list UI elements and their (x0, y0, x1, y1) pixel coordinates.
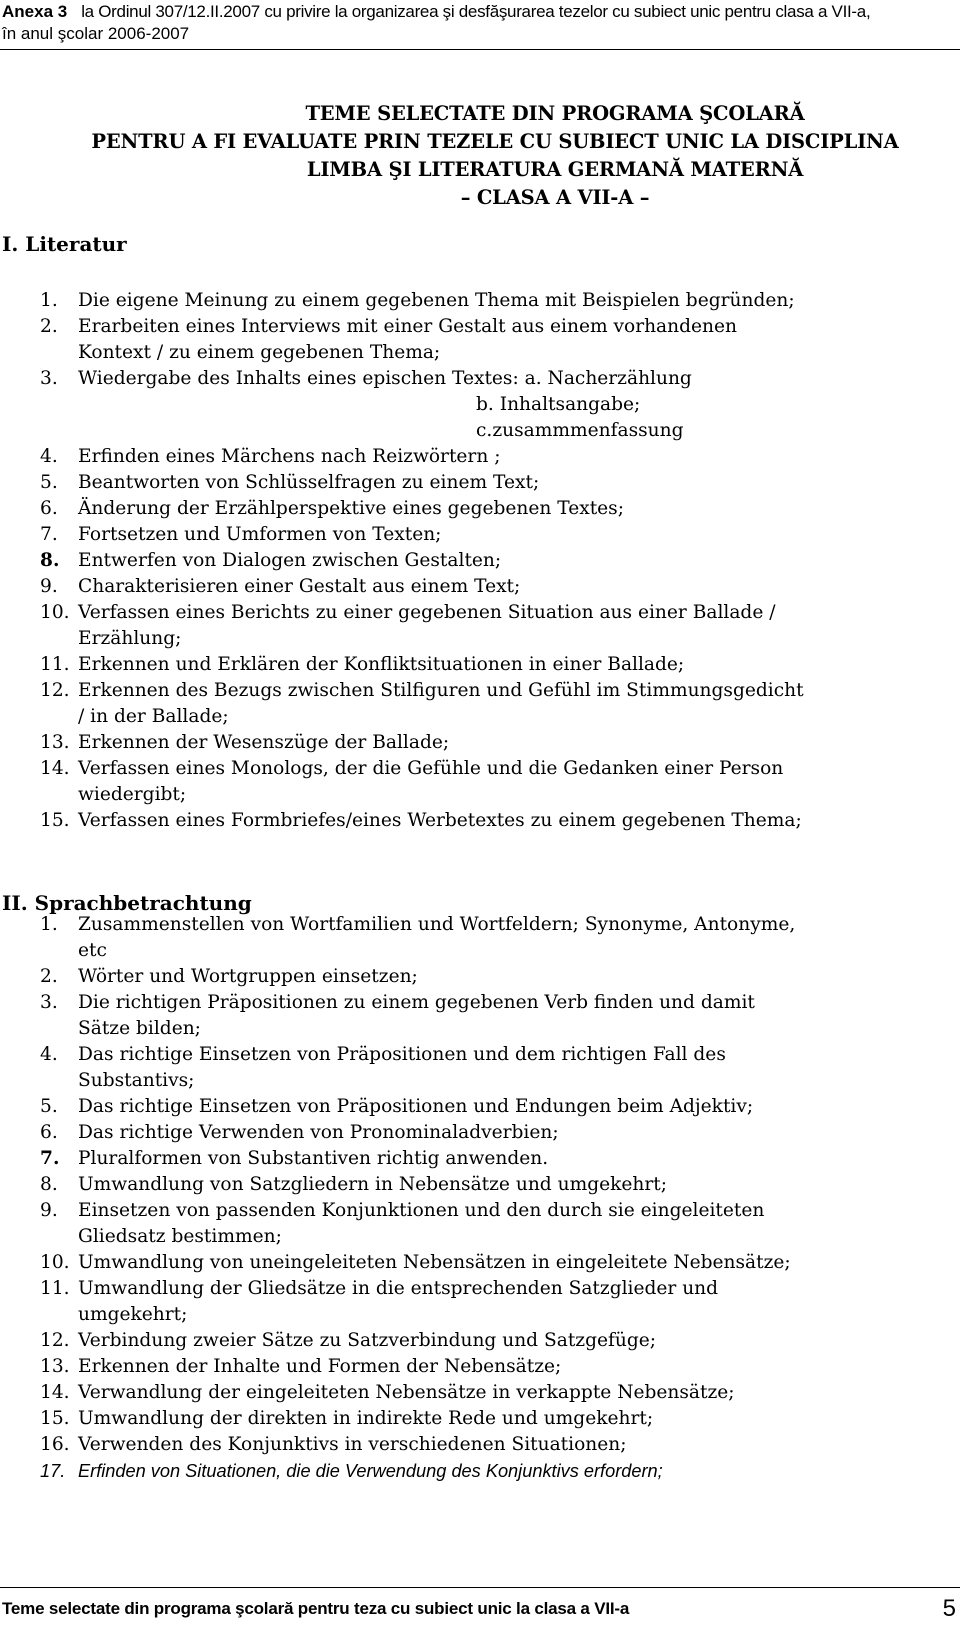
list-item (40, 1380, 955, 1406)
item-text: Das richtige Verwenden von Pronominaladverbien; (78, 1122, 559, 1143)
item-text: Wörter und Wortgruppen einsetzen; (78, 966, 418, 987)
title-line-2: PENTRU A FI EVALUATE PRIN TEZELE CU SUBIECT UNIC LA DISCIPLINA (91, 130, 899, 153)
list-item (40, 366, 955, 392)
item-text: Sätze bilden; (78, 1018, 201, 1039)
item-text: / in der Ballade; (78, 706, 229, 727)
list-item (40, 730, 955, 756)
item-text: Entwerfen von Dialogen zwischen Gestalten; (78, 550, 502, 571)
item-number: 15. (40, 810, 70, 831)
title-line-1: TEME SELECTATE DIN PROGRAMA ŞCOLARĂ (305, 102, 805, 125)
list-item (40, 1276, 955, 1302)
item-number (40, 392, 78, 418)
item-number: 4. (40, 446, 58, 467)
list-item (40, 288, 955, 314)
item-text: Erkennen der Inhalte und Formen der Nebensätze; (78, 1356, 562, 1377)
sprachbetrachtung-list (40, 912, 955, 1484)
item-number: 3. (40, 992, 58, 1013)
item-text: Umwandlung von Satzgliedern in Nebensätze und umgekehrt; (78, 1174, 667, 1195)
list-item (40, 1328, 955, 1354)
item-text: Verbindung zweier Sätze zu Satzverbindung und Satzgefüge; (78, 1330, 657, 1351)
item-text: Verfassen eines Formbriefes/eines Werbetextes zu einem gegebenen Thema; (78, 810, 802, 831)
item-text: Verfassen eines Berichts zu einer gegebenen Situation aus einer Ballade / (78, 602, 776, 623)
list-item (40, 1432, 955, 1458)
list-item (40, 314, 955, 340)
item-number: 7. (40, 524, 58, 545)
header-rule (0, 49, 960, 50)
item-number: 3. (40, 368, 58, 389)
item-number: 17. (40, 1461, 66, 1481)
item-text: Einsetzen von passenden Konjunktionen und den durch sie eingeleiteten (78, 1200, 765, 1221)
item-number: 4. (40, 1044, 58, 1065)
list-item (40, 1068, 955, 1094)
item-text: Zusammenstellen von Wortfamilien und Wortfeldern; Synonyme, Antonyme, (78, 914, 796, 935)
item-number: 1. (40, 914, 58, 935)
item-number: 1. (40, 290, 58, 311)
list-item (40, 938, 955, 964)
item-number (40, 1302, 78, 1328)
item-text: Die richtigen Präpositionen zu einem gegebenen Verb finden und damit (78, 992, 755, 1013)
list-item (40, 1042, 955, 1068)
item-text: etc (78, 940, 107, 961)
item-number: 9. (40, 1200, 58, 1221)
list-item (40, 990, 955, 1016)
item-number (40, 782, 78, 808)
list-item (40, 1094, 955, 1120)
list-item (40, 340, 955, 366)
list-item (40, 392, 955, 418)
item-text: Wiedergabe des Inhalts eines epischen Textes: a. Nacherzählung (78, 368, 692, 389)
list-item (40, 678, 955, 704)
item-number: 14. (40, 758, 70, 779)
item-number: 14. (40, 1382, 70, 1403)
item-text: Erkennen des Bezugs zwischen Stilfiguren und Gefühl im Stimmungsgedicht (78, 680, 804, 701)
list-item (40, 912, 955, 938)
list-item (40, 496, 955, 522)
list-item (40, 1458, 955, 1484)
header-line-2: în anul şcolar 2006-2007 (2, 24, 190, 43)
item-number: 10. (40, 602, 70, 623)
item-text: Charakterisieren einer Gestalt aus einem Text; (78, 576, 521, 597)
section-heading-sprachbetrachtung: II. Sprachbetrachtung (2, 891, 252, 915)
item-text: Pluralformen von Substantiven richtig anwenden. (78, 1148, 549, 1169)
item-text: c.zusammmenfassung (476, 420, 684, 441)
list-item (40, 652, 955, 678)
item-number: 13. (40, 732, 70, 753)
item-text: Das richtige Einsetzen von Präpositionen und dem richtigen Fall des (78, 1044, 726, 1065)
list-item (40, 808, 955, 834)
item-number: 2. (40, 316, 58, 337)
list-item (40, 548, 955, 574)
item-text: umgekehrt; (78, 1304, 188, 1325)
list-item (40, 626, 955, 652)
item-text: wiedergibt; (78, 784, 187, 805)
item-text: Änderung der Erzählperspektive eines gegebenen Textes; (78, 498, 624, 519)
list-item (40, 1406, 955, 1432)
item-text: Beantworten von Schlüsselfragen zu einem Text; (78, 472, 540, 493)
item-number: 16. (40, 1434, 70, 1455)
list-item (40, 522, 955, 548)
item-number: 8. (40, 550, 60, 571)
section-heading-literatur: I. Literatur (2, 232, 127, 256)
list-item (40, 1172, 955, 1198)
item-number: 5. (40, 1096, 58, 1117)
item-number: 6. (40, 498, 58, 519)
list-item (40, 756, 955, 782)
list-item (40, 1120, 955, 1146)
item-text: Erfinden von Situationen, die die Verwendung des Konjunktivs erfordern; (78, 1461, 663, 1481)
list-item (40, 964, 955, 990)
item-number: 11. (40, 1278, 70, 1299)
item-number (40, 626, 78, 652)
item-number: 9. (40, 576, 58, 597)
item-text: Kontext / zu einem gegebenen Thema; (78, 342, 441, 363)
item-number: 15. (40, 1408, 70, 1429)
literatur-list (40, 288, 955, 834)
item-text: Erzählung; (78, 628, 182, 649)
list-item (40, 1354, 955, 1380)
item-text: Verwenden des Konjunktivs in verschiedenen Situationen; (78, 1434, 627, 1455)
item-text: Umwandlung der direkten in indirekte Rede und umgekehrt; (78, 1408, 654, 1429)
footer-rule (0, 1587, 960, 1588)
list-item (40, 600, 955, 626)
item-number (40, 1224, 78, 1250)
item-number (40, 418, 78, 444)
item-number (40, 340, 78, 366)
item-number (40, 704, 78, 730)
item-text: Die eigene Meinung zu einem gegebenen Thema mit Beispielen begründen; (78, 290, 795, 311)
item-text: Substantivs; (78, 1070, 195, 1091)
item-number (40, 1068, 78, 1094)
list-item (40, 782, 955, 808)
item-text: b. Inhaltsangabe; (476, 394, 641, 415)
item-number: 5. (40, 472, 58, 493)
list-item (40, 1224, 955, 1250)
item-number: 10. (40, 1252, 70, 1273)
item-number: 13. (40, 1356, 70, 1377)
item-number (40, 938, 78, 964)
list-item (40, 470, 955, 496)
list-item (40, 1250, 955, 1276)
page-number: 5 (942, 1595, 956, 1622)
item-number: 12. (40, 680, 70, 701)
item-text: Gliedsatz bestimmen; (78, 1226, 282, 1247)
list-item (40, 444, 955, 470)
item-text: Erkennen der Wesenszüge der Ballade; (78, 732, 450, 753)
item-number: 12. (40, 1330, 70, 1351)
list-item (40, 1198, 955, 1224)
list-item (40, 1302, 955, 1328)
item-number: 8. (40, 1174, 58, 1195)
title-line-4: – CLASA A VII-A – (460, 186, 650, 209)
header-ordinance-text: la Ordinul 307/12.II.2007 cu privire la organizarea şi desfăşurarea tezelor cu subiect unic pentru clasa a VII-a, (81, 2, 871, 21)
annex-label: Anexa 3 (2, 2, 68, 21)
item-text: Fortsetzen und Umformen von Texten; (78, 524, 442, 545)
item-number (40, 1016, 78, 1042)
item-text: Umwandlung von uneingeleiteten Nebensätzen in eingeleitete Nebensätze; (78, 1252, 791, 1273)
item-text: Erkennen und Erklären der Konfliktsituationen in einer Ballade; (78, 654, 685, 675)
item-number: 6. (40, 1122, 58, 1143)
list-item (40, 418, 955, 444)
item-text: Erarbeiten eines Interviews mit einer Gestalt aus einem vorhandenen (78, 316, 737, 337)
title-line-3: LIMBA ŞI LITERATURA GERMANĂ MATERNĂ (306, 158, 804, 181)
header-line-1 (2, 2, 870, 22)
footer-text: Teme selectate din programa şcolară pentru teza cu subiect unic la clasa a VII-a (2, 1599, 630, 1618)
item-number: 7. (40, 1148, 60, 1169)
item-text: Erfinden eines Märchens nach Reizwörtern ; (78, 446, 501, 467)
list-item (40, 704, 955, 730)
list-item (40, 574, 955, 600)
list-item (40, 1016, 955, 1042)
item-text: Das richtige Einsetzen von Präpositionen und Endungen beim Adjektiv; (78, 1096, 754, 1117)
item-number: 11. (40, 654, 70, 675)
item-text: Verfassen eines Monologs, der die Gefühle und die Gedanken einer Person (78, 758, 784, 779)
item-number: 2. (40, 966, 58, 987)
item-text: Verwandlung der eingeleiteten Nebensätze in verkappte Nebensätze; (78, 1382, 735, 1403)
list-item (40, 1146, 955, 1172)
item-text: Umwandlung der Gliedsätze in die entsprechenden Satzglieder und (78, 1278, 719, 1299)
